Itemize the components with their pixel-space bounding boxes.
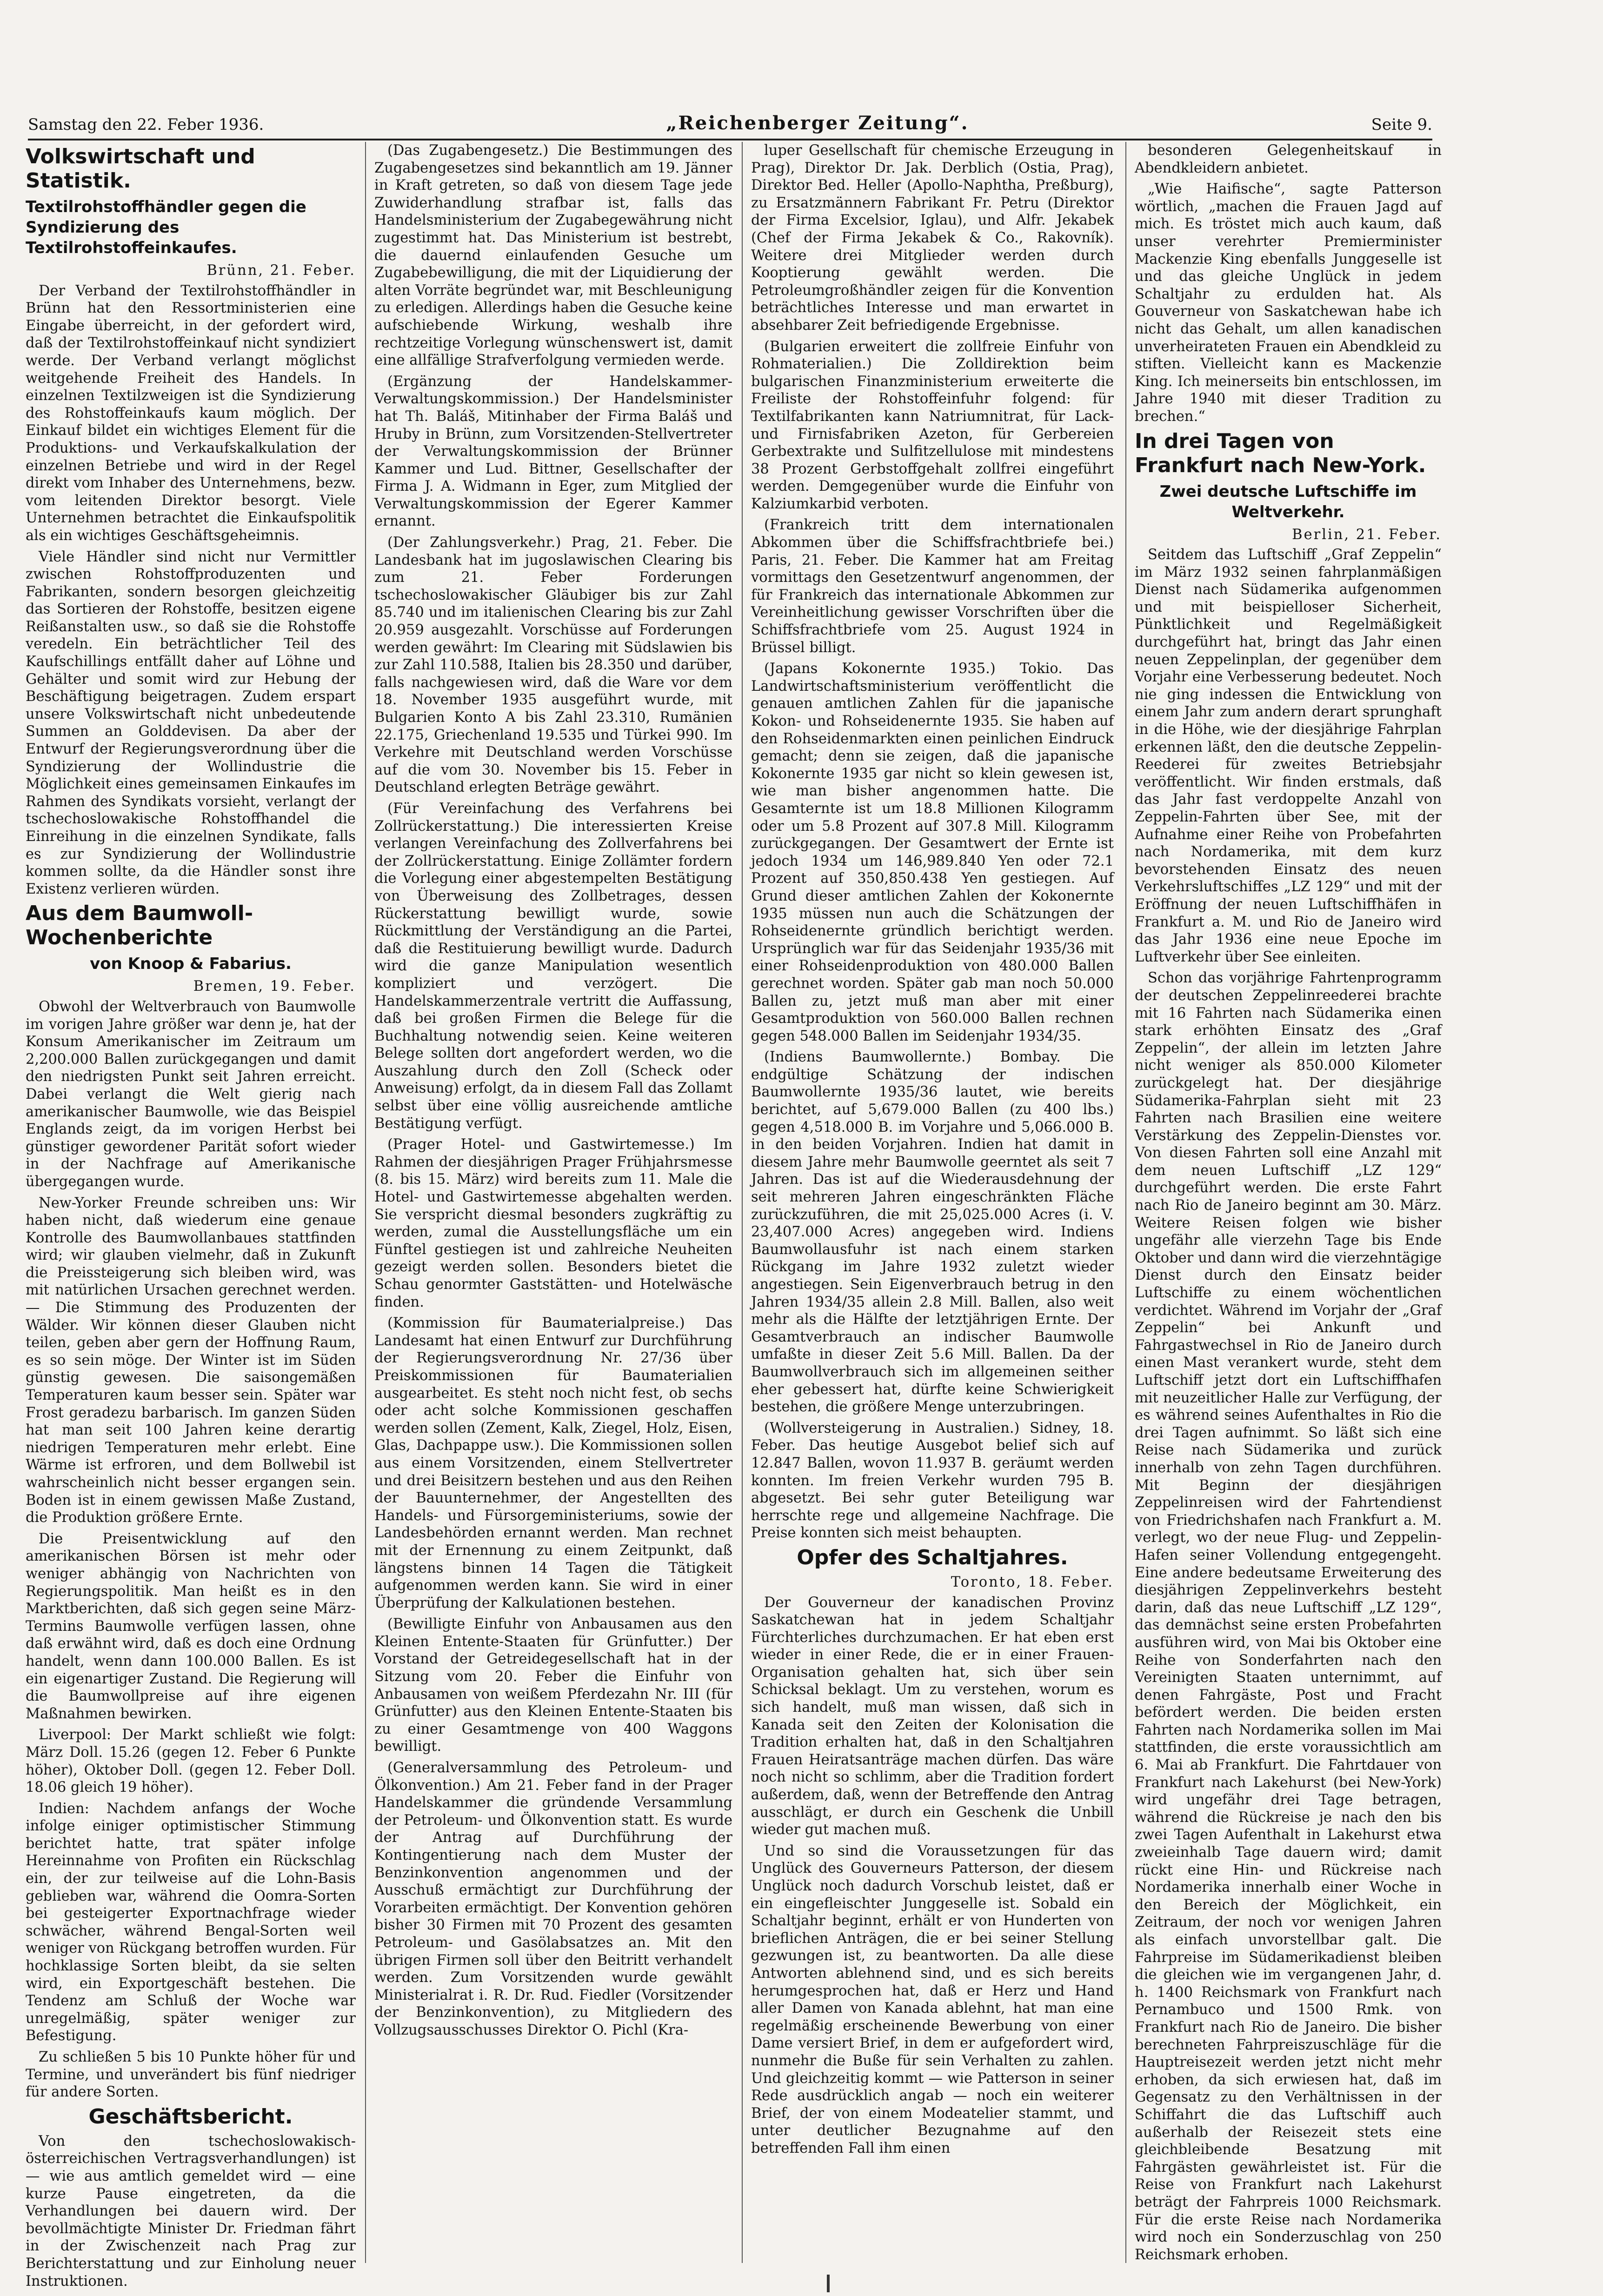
news-item: (Generalversammlung des Petroleum- und Ölkonvention.) Am 21. Feber fand in der Prager Handelskammer die gründende Versammlung der Petroleum- und Ölkonvention statt. Es wurde der Antrag auf Durchführung der Kontingentierung nach dem Muster der Benzinkonvention angenommen und der Ausschuß ermächtigt zur Durchführung der Vorarbeiten ermächtigt. Der Konvention gehören bisher 30 Firmen mit 70 Prozent des gesamten Petroleum- und Gasölabsatzes an. Mit den übrigen Firmen soll über den Beitritt verhandelt werden. Zum Vorsitzenden wurde gewählt Ministerialrat i. R. Dr. Rud. Fiedler (Vorsitzender der Benzinkonvention), zu Mitgliedern des Vollzugsausschusses Direktor O. Pichl (Kra-	[374, 1760, 732, 2038]
news-item: (Das Zugabengesetz.) Die Bestimmungen des Zugabengesetzes sind bekanntlich am 19. Jänner in Kraft getreten, so daß von diesem Tage jede Zuwiderhandlung strafbar ist, falls das Handelsministerium der Zugabegewährung nicht zugestimmt hat. Das Ministerium ist bestrebt, die dauernd einlaufenden Gesuche um Zugabebewilligung, die mit der Liquidierung der alten Vorräte begründet war, mit Beschleunigung zu erledigen. Allerdings haben die Gesuche keine aufschiebende Wirkung, weshalb ihre rechtzeitige Vorlegung wünschenswert ist, damit eine allfällige Strafverfolgung vermieden werde.	[374, 142, 732, 369]
news-item: (Indiens Baumwollernte.) Bombay. Die endgültige Schätzung der indischen Baumwollernte 1935/36 lautet, wie bereits berichtet, auf 5,679.000 Ballen (zu 400 lbs.) gegen 4,518.000 B. im Vorjahre und 5,066.000 B. in den beiden Vorjahren. Indien hat damit in diesem Jahre mehr Baumwolle geerntet als seit 7 Jahren. Das ist auf die Wiederausdehnung der seit mehreren Jahren eingeschränkten Fläche zurückzuführen, die mit 25,025.000 Acres (i. V. 23,407.000 Acres) angegeben wird. Indiens Baumwollausfuhr ist nach einem starken Rückgang im Jahre 1932 zuletzt wieder angestiegen. Sein Eigenverbrauch betrug in den Jahren 1934/35 allein 2.8 Mill. Ballen, also weit mehr als die Hälfte der letztjährigen Ernte. Der Gesamtverbrauch an indischer Baumwolle umfaßte in dieser Zeit 5.6 Mill. Ballen. Da der Baumwollverbrauch sich im allgemeinen seither eher gebessert hat, dürfte keine Schwierigkeit bestehen, die größere Menge unterzubringen.	[751, 1049, 1114, 1415]
masthead	[28, 101, 1432, 140]
article-paragraph: Der Verband der Textilrohstoffhändler in Brünn hat den Ressortministerien eine Eingabe überreicht, in der gefordert wird, daß der Textilrohstoffeinkauf nicht syndiziert werde. Der Verband verlangt möglichst weitgehende Freiheit des Handels. In einzelnen Textilzweigen ist die Syndizierung des Rohstoffeinkaufs kaum möglich. Der Einkauf bildet ein wichtiges Element für die Produktions- und Verkaufskalkulation der einzelnen Betriebe und wird in der Regel direkt vom Inhaber des Unternehmens, bezw. vom leitenden Direktor besorgt. Viele Unternehmen betrachtet die Einkaufspolitik als ein wichtiges Geschäftsgeheimnis.	[26, 282, 356, 544]
column-rule	[1125, 142, 1126, 2263]
news-item: (Bulgarien erweitert die zollfreie Einfuhr von Rohmaterialien.) Die Zolldirektion beim bulgarischen Finanzministerium erweiterte die Freiliste der Rohstoffeinfuhr folgend: für Textilfabrikanten kann Natriumnitrat, für Lack- und Firnisfabriken Azeton, für Gerbereien Gerbextrakte und Sulfitzellulose mit mindestens 38 Prozent Gerbstoffgehalt zollfrei eingeführt werden. Demgegenüber wurde die Einfuhr von Kalziumkarbid verboten.	[751, 338, 1114, 512]
article-subheadline: Zwei deutsche Luftschiffe im Weltverkehr.	[1159, 482, 1417, 521]
news-item: (Japans Kokonernte 1935.) Tokio. Das Landwirtschaftsministerium veröffentlicht die genauen amtlichen Zahlen für die japanische Kokon- und Rohseidenernte 1935. Sie haben auf den Rohseidenmarkten einen peinlichen Eindruck gemacht; denn sie zeigen, daß die japanische Kokonernte 1935 gar nicht so klein gewesen ist, wie man bisher angenommen hatte. Die Gesamternte ist um 18.8 Millionen Kilogramm oder um 5.8 Prozent auf 307.8 Mill. Kilogramm zurückgegangen. Der Gesamtwert der Ernte ist jedoch 1934 um 146,989.840 Yen oder 72.1 Prozent auf 350,850.438 Yen gestiegen. Auf Grund dieser amtlichen Zahlen der Kokonernte 1935 müssen nun auch die Schätzungen der Rohseidenernte gründlich berichtigt werden. Ursprünglich war für das Seidenjahr 1935/36 mit einer Rohseidenproduktion von 480.000 Ballen gerechnet worden. Später gab man noch 50.000 Ballen zu, jetzt muß man aber mit einer Gesamtproduktion von 560.000 Ballen rechnen gegen 548.000 Ballen im Seidenjahr 1934/35.	[751, 661, 1114, 1044]
news-item: (Kommission für Baumaterialpreise.) Das Landesamt hat einen Entwurf zur Durchführung der Regierungsverordnung Nr. 27/36 über Preiskommissionen für Baumaterialien ausgearbeitet. Es steht noch nicht fest, ob sechs oder acht solche Kommissionen geschaffen werden sollen (Zement, Kalk, Ziegel, Holz, Eisen, Glas, Dachpappe usw.). Die Kommissionen sollen aus einem Vorsitzenden, einem Stellvertreter und drei Beisitzern bestehen und aus den Reihen der Bauunternehmer, der Angestellten des Handels- und Fürsorgeministeriums, sowie der Landesbehörden ernannt werden. Man rechnet mit der Ernennung zu einem Zeitpunkt, daß längstens binnen 14 Tagen die Tätigkeit aufgenommen werden kann. Sie wird in einer Überprüfung der Kalkulationen bestehen.	[374, 1315, 732, 1611]
article-headline: Opfer des Schaltjahres.	[797, 1545, 1068, 1569]
article-paragraph: Und so sind die Voraussetzungen für das Unglück des Gouverneurs Patterson, der diesem Unglück noch dadurch Vorschub leistet, daß er ein eingefleischter Junggeselle ist. Sobald ein Schaltjahr beginnt, erhält er von Hunderten von brieflichen Anträgen, die er bei seiner Stellung gezwungen ist, zu beantworten. Da alle diese Antworten ablehnend sind, und es sich bereits herumgesprochen hat, daß er Herz und Hand aller Damen von Kanada ablehnt, hat man eine regelmäßig erscheinende Bewerbung von einer Dame versiert Brief, in dem er aufgefordert wird, nunmehr die Buße für sein Verhalten zu zahlen. Und gleichzeitig kommt — wie Patterson in seiner Rede ausdrücklich angab — noch ein weiterer Brief, der von einem Modeatelier stammt, und unter deutlicher Bezugnahme auf den betreffenden Fall ihm einen	[751, 1842, 1114, 2156]
dateline: Bremen, 19. Feber.	[193, 978, 356, 995]
article-subheadline: von Knoop & Fabarius.	[90, 954, 292, 974]
dateline: Berlin, 21. Feber.	[1292, 526, 1442, 543]
dateline: Toronto, 18. Feber.	[951, 1574, 1114, 1590]
news-item: (Für Vereinfachung des Verfahrens bei Zollrückerstattung.) Die interessierten Kreise verlangen Vereinfachung des Zollverfahrens bei der Zollrückerstattung. Einige Zollämter fordern die Vorlegung einer abgestempelten Bestätigung von Überweisung des Zollbetrages, dessen Rückerstattung bewilligt wurde, sowie Rückmittlung der Verständigung an die Partei, daß die Restituierung bewilligt wurde. Dadurch wird die ganze Manipulation wesentlich kompliziert und verzögert. Die Handelskammerzentrale vertritt die Auffassung, daß bei großen Firmen die Belege für die Buchhaltung notwendig seien. Keine weiteren Belege sollten dort angefordert werden, wo die Auszahlung durch den Zoll (Scheck oder Anweisung) erfolgt, da in diesem Fall das Zollamt selbst über eine völlig ausreichende amtliche Bestätigung verfügt.	[374, 800, 732, 1132]
article-paragraph: Zu schließen 5 bis 10 Punkte höher für und Termine, und unverändert bis fünf niedriger für andere Sorten.	[26, 2049, 356, 2101]
article-paragraph: Liverpool: Der Markt schließt wie folgt: März Doll. 15.26 (gegen 12. Feber 6 Punkte höher), Oktober Doll. (gegen 12. Feber Doll. 18.06 gleich 19 höher).	[26, 1727, 356, 1796]
masthead-title: „Reichenberger Zeitung“.	[666, 112, 969, 134]
news-item: (Wollversteigerung in Australien.) Sidney, 18. Feber. Das heutige Ausgebot belief sich auf 12.847 Ballen, wovon 11.937 B. geräumt werden konnten. Im freien Verkehr wurden 795 B. abgesetzt. Bei sehr guter Beteiligung war herrschte rege und allgemeine Nachfrage. Die Preise konnten sich meist behaupten.	[751, 1420, 1114, 1542]
article-paragraph: besonderen Gelegenheitskauf in Abendkleidern anbietet.	[1135, 142, 1442, 176]
article-paragraph: Von den tschechoslowakisch-österreichischen Vertragsverhandlungen) ist — wie aus amtlich gemeldet wird — eine kurze Pause eingetreten, da die Verhandlungen bei dauern wird. Der bevollmächtigte Minister Dr. Friedman fährt in der Zwischenzeit nach Prag zur Berichterstattung und zur Einholung neuer Instruktionen.	[26, 2133, 356, 2289]
masthead-date: Samstag den 22. Feber 1936.	[28, 115, 264, 134]
column-2	[374, 142, 732, 2263]
column-rule	[365, 142, 366, 2263]
article-paragraph: New-Yorker Freunde schreiben uns: Wir haben nicht, daß wiederum eine genaue Kontrolle des Baumwollanbaues stattfinden wird; wir glauben vielmehr, daß in Zukunft die Preissteigerung sich bleiben wird, was mit natürlichen Ursachen gerechnet werden. — Die Stimmung des Produzenten der Wälder. Wir können dieser Glauben nicht teilen, geben aber gern der Hoffnung Raum, es so sein möge. Der Winter ist im Süden günstig gewesen. Die saisongemäßen Temperaturen kaum besser sein. Später war Frost geradezu barbarisch. Im ganzen Süden hat man seit 100 Jahren keine derartig niedrigen Temperaturen mehr erlebt. Eine Wärme ist erfroren, und dem Bollwebil ist wahrscheinlich nicht besser ergangen sein. Boden ist in einem gewissen Maße Zustand, die Produktion größere Ernte.	[26, 1195, 356, 1526]
article-paragraph: Obwohl der Weltverbrauch von Baumwolle im vorigen Jahre größer war denn je, hat der Konsum Amerikanischer im Zeitraum um 2,200.000 Ballen zurückgegangen und damit den niedrigsten Punkt seit Jahren erreicht. Dabei verlangt die Welt gierig nach amerikanischer Baumwolle, wie das Beispiel Englands zeigt, da im vorigen Herbst bei günstiger gewordener Parität sofort wieder in der Nachfrage auf Amerikanische übergegangen wurde.	[26, 998, 356, 1190]
article-headline: Geschäftsbericht.	[88, 2104, 293, 2129]
news-item: (Bewilligte Einfuhr von Anbausamen aus den Kleinen Entente-Staaten für Grünfutter.) Der Vorstand der Getreidegesellschaft hat in der Sitzung vom 20. Feber die Einfuhr von Anbausamen von weißem Pferdezahn Nr. III (für Grünfutter) aus den Kleinen Entente-Staaten bis zu einer Gesamtmenge von 400 Waggons bewilligt.	[374, 1616, 732, 1755]
dateline: Brünn, 21. Feber.	[206, 262, 356, 279]
article-headline: Aus dem Baumwoll-Wochenberichte	[26, 901, 253, 950]
article-headline: Textilrohstoffhändler gegen die Syndizierung des Textilrohstoffeinkaufes.	[26, 198, 306, 257]
news-item: (Ergänzung der Handelskammer-Verwaltungskommission.) Der Handelsminister hat Th. Baláš, Mitinhaber der Firma Baláš und Hruby in Brünn, zum Vorsitzenden-Stellvertreter der Verwaltungskommission der Brünner Kammer und Lud. Bittner, Gesellschafter der Firma J. A. Widmann in Eger, zum Mitglied der Verwaltungskommission der Egerer Kammer ernannt.	[374, 373, 732, 530]
article-paragraph: Seitdem das Luftschiff „Graf Zeppelin“ im März 1932 seinen fahrplanmäßigen Dienst nach Südamerika aufgenommen und mit beispielloser Sicherheit, Pünktlichkeit und Regelmäßigkeit durchgeführt hat, bringt das Jahr einen neuen Zeppelinplan, der gegenüber dem Vorjahr eine Verbesserung bedeutet. Noch nie ging indessen die Entwicklung von einem Jahr zum andern derart sprunghaft in die Höhe, wie der diesjährige Fahrplan erkennen läßt, den die deutsche Zeppelin-Reederei für zweites Betriebsjahr veröffentlicht. Wir finden erstmals, daß das Jahr fast verdoppelte Anzahl von Zeppelin-Fahrten über See, mit der Aufnahme einer Reihe von Probefahrten nach Nordamerika, mit dem kurz bevorstehenden Einsatz des neuen Verkehrsluftschiffes „LZ 129“ und mit der Eröffnung der neuen Luftschiffhäfen in Frankfurt a. M. und Rio de Janeiro wird das Jahr 1936 eine neue Epoche im Luftverkehr über See einleiten.	[1135, 547, 1442, 965]
news-item: (Prager Hotel- und Gastwirtemesse.) Im Rahmen der diesjährigen Prager Frühjahrsmesse (8. bis 15. März) wird bereits zum 11. Male die Hotel- und Gastwirtemesse abgehalten werden. Sie verspricht diesmal besonders zugkräftig zu werden, zumal die Ausstellungsfläche um ein Fünftel gestiegen ist und zahlreiche Neuheiten gezeigt werden sollen. Besonders bietet die Schau genormter Gaststätten- und Hotelwäsche finden.	[374, 1136, 732, 1310]
article-paragraph: Viele Händler sind nicht nur Vermittler zwischen Rohstoffproduzenten und Fabrikanten, sondern besorgen gleichzeitig das Sortieren der Rohstoffe, besitzen eigene Reißanstalten usw., so daß sie die Rohstoffe veredeln. Ein beträchtlicher Teil des Kaufschillings entfällt daher auf Löhne und Gehälter und somit wird zur Hebung der Beschäftigung beigetragen. Zudem erspart unsere Volkswirtschaft nicht unbedeutende Summen an Golddevisen. Da aber der Entwurf der Regierungsverordnung über die Syndizierung der Wollindustrie die Möglichkeit eines gemeinsamen Einkaufes im Rahmen des Syndikats vorsieht, verlangt der tschechoslowakische Rohstoffhandel die Einreihung in die einzelnen Syndikate, falls es zur Syndizierung der Wollindustrie kommen sollte, da die Händler sonst ihre Existenz verlieren würden.	[26, 548, 356, 897]
section-heading: Volkswirtschaft und Statistik.	[26, 145, 255, 193]
article-paragraph: „Wie Haifische“, sagte Patterson wörtlich, „machen die Frauen Jagd auf mich. Es tröstet mich auch kaum, daß unser verehrter Premierminister Mackenzie King ebenfalls Junggeselle ist und das gleiche Unglück in jedem Schaltjahr zu erdulden hat. Als Gouverneur von Saskatchewan habe ich nicht das Gehalt, um allen kanadischen unverheirateten Frauen ein Abendkleid zu stiften. Vielleicht kann es Mackenzie King. Ich meinerseits bin entschlossen, im Jahre 1940 mit dieser Tradition zu brechen.“	[1135, 181, 1442, 425]
article-paragraph: Der Gouverneur der kanadischen Provinz Saskatchewan hat in jedem Schaltjahr Fürchterliches durchzumachen. Er hat eben erst wieder in einer Rede, die er in einer Frauen-Organisation gehalten hat, sich über sein Schicksal beklagt. Um zu verstehen, worum es sich handelt, muß man wissen, daß sich in Kanada seit den Zeiten der Kolonisation die Tradition erhalten hat, daß in den Schaltjahren Frauen Heiratsanträge machen dürfen. Das wäre noch nicht so schlimm, aber die Tradition fordert außerdem, daß, wenn der Betreffende den Antrag ausschlägt, er durch ein Geschenk die Unbill wieder gut machen muß.	[751, 1594, 1114, 1838]
news-item: (Der Zahlungsverkehr.) Prag, 21. Feber. Die Landesbank hat im jugoslawischen Clearing bis zum 21. Feber Forderungen tschechoslowakischer Gläubiger bis zur Zahl 85.740 und im italienischen Clearing bis zur Zahl 20.959 ausgezahlt. Vorschüsse auf Forderungen werden gewährt: Im Clearing mit Südslawien bis zur Zahl 110.588, Italien bis 28.350 und darüber, falls nachgewiesen wird, daß die Ware vor dem 18. November 1935 ausgeführt wurde, mit Bulgarien Konto A bis Zahl 23.310, Rumänien 22.175, Griechenland 19.535 und Türkei 990. Im Verkehre mit Deutschland werden Vorschüsse auf die vom 30. November bis 15. Feber in Deutschland erlegten Beträge gewährt.	[374, 534, 732, 796]
news-item: luper Gesellschaft für chemische Erzeugung in Prag), Direktor Dr. Jak. Derblich (Ostia, Prag), Direktor Bed. Heller (Apollo-Naphtha, Preßburg), zu Ersatzmännern Fabrikant Fr. Petru (Direktor der Firma Excelsior, Iglau), und Alfr. Jekabek (Chef der Firma Jekabek & Co., Rakovník). Weitere drei Mitglieder werden durch Kooptierung gewählt werden. Die Petroleumgroßhändler zeigen für die Konvention beträchtliches Interesse und man erwartet in absehbarer Zeit befriedigende Ergebnisse.	[751, 142, 1114, 334]
article-paragraph: Die Preisentwicklung auf den amerikanischen Börsen ist mehr oder weniger abhängig von Nachrichten von Regierungspolitik. Man heißt es in den Marktberichten, daß sich gegen seine März-Termins Baumwolle verfügen lassen, ohne daß erwähnt wird, daß es doch eine Ordnung handelt, wenn dann 100.000 Ballen. Es ist ein eigenartiger Zustand. Die Regierung will die Baumwollpreise auf ihre eigenen Maßnahmen bewirken.	[26, 1530, 356, 1722]
print-mark	[827, 2275, 830, 2292]
column-4	[1135, 142, 1442, 2263]
masthead-page-number: Seite 9.	[1371, 115, 1432, 134]
article-paragraph: Indien: Nachdem anfangs der Woche infolge einiger optimistischer Stimmung berichtet hatte, trat später infolge Hereinnahme von Profiten ein Rückschlag ein, der zur teilweise auf die Lohn-Basis geblieben war, während die Oomra-Sorten bei gesteigerter Exportnachfrage wieder schwächer, während Bengal-Sorten weil weniger von Rückgang betroffen wurden. Für hochklassige Sorten bleibt, da sie selten wird, ein Exportgeschäft bestehen. Die Tendenz am Schluß der Woche war unregelmäßig, später weniger zur Befestigung.	[26, 1800, 356, 2044]
column-3	[751, 142, 1114, 2263]
column-1	[26, 142, 356, 2289]
news-item: (Frankreich tritt dem internationalen Abkommen über die Schiffsfrachtbriefe bei.) Paris, 21. Feber. Die Kammer hat am Freitag vormittags den Gesetzentwurf angenommen, der für Frankreich das internationale Abkommen zur Vereinheitlichung gewisser Vorschriften über die Schiffsfrachtbriefe vom 25. August 1924 in Brüssel billigt.	[751, 517, 1114, 656]
article-headline: In drei Tagen von Frankfurt nach New-York.	[1135, 429, 1426, 477]
article-paragraph: Schon das vorjährige Fahrtenprogramm der deutschen Zeppelinreederei brachte mit 16 Fahrten nach Südamerika einen stark erhöhten Einsatz des „Graf Zeppelin“, der allein im letzten Jahre nicht weniger als 850.000 Kilometer zurückgelegt hat. Der diesjährige Südamerika-Fahrplan sieht mit 23 Fahrten nach Brasilien eine weitere Verstärkung des Zeppelin-Dienstes vor. Von diesen Fahrten soll eine Anzahl mit dem neuen Luftschiff „LZ 129“ durchgeführt werden. Die erste Fahrt nach Rio de Janeiro beginnt am 30. März. Weitere Reisen folgen wie bisher ungefähr alle vierzehn Tage bis Ende Oktober und dann wird die vierzehntägige Dienst durch den Einsatz beider Luftschiffe zu einem wöchentlichen verdichtet. Während im Vorjahr der „Graf Zeppelin“ bei Ankunft und Fahrgastwechsel in Rio de Janeiro durch einen Mast verankert wurde, steht dem Luftschiff jetzt dort ein Luftschiffhafen mit neuzeitlicher Halle zur Verfügung, der es während seines Aufenthaltes in Rio die drei Tagen aufnimmt. So läßt sich eine Reise nach Südamerika und zurück innerhalb von zehn Tagen durchführen. Mit Beginn der diesjährigen Zeppelinreisen wird der Fahrtendienst von Friedrichshafen nach Frankfurt a. M. verlegt, wo der neue Flug- und Zeppelin-Hafen seiner Vollendung entgegengeht. Eine andere bedeutsame Erweiterung des diesjährigen Zeppelinverkehrs besteht darin, daß das neue Luftschiff „LZ 129“, das demnächst seine ersten Probefahrten ausführen wird, von Mai bis Oktober eine Reihe von Sonderfahrten nach den Vereinigten Staaten unternimmt, auf denen Fahrgäste, Post und Fracht befördert werden. Die beiden ersten Fahrten nach Nordamerika sollen im Mai stattfinden, die erste voraussichtlich am 6. Mai ab Frankfurt. Die Fahrtdauer von Frankfurt nach Lakehurst (bei New-York) wird ungefähr drei Tage betragen, während die Rückreise je nach den bis zwei Tagen Aufenthalt in Lakehurst etwa zweieinhalb Tage dauern wird; damit rückt eine Hin- und Rückreise nach Nordamerika innerhalb einer Woche in den Bereich der Möglichkeit, ein Zeitraum, der noch vor wenigen Jahren als einfach unvorstellbar galt. Die Fahrpreise im Südamerikadienst bleiben die gleichen wie im vergangenen Jahr, d. h. 1400 Reichsmark von Frankfurt nach Pernambuco und 1500 Rmk. von Frankfurt nach Rio de Janeiro. Die bisher berechneten Fahrpreiszuschläge für die Hauptreisezeit werden jetzt nicht mehr erhoben, da sich erwiesen hat, daß im Gegensatz zu den Verhältnissen in der Schiffahrt die das Luftschiff auch außerhalb der Reisezeit stets eine gleichbleibende Besatzung mit Fahrgästen gewährleistet ist. Für die Reise von Frankfurt nach Lakehurst beträgt der Fahrpreis 1000 Reichsmark. Für die erste Reise nach Nordamerika wird noch ein Sonderzuschlag von 250 Reichsmark erhoben.	[1135, 970, 1442, 2263]
column-rule	[742, 142, 743, 2263]
